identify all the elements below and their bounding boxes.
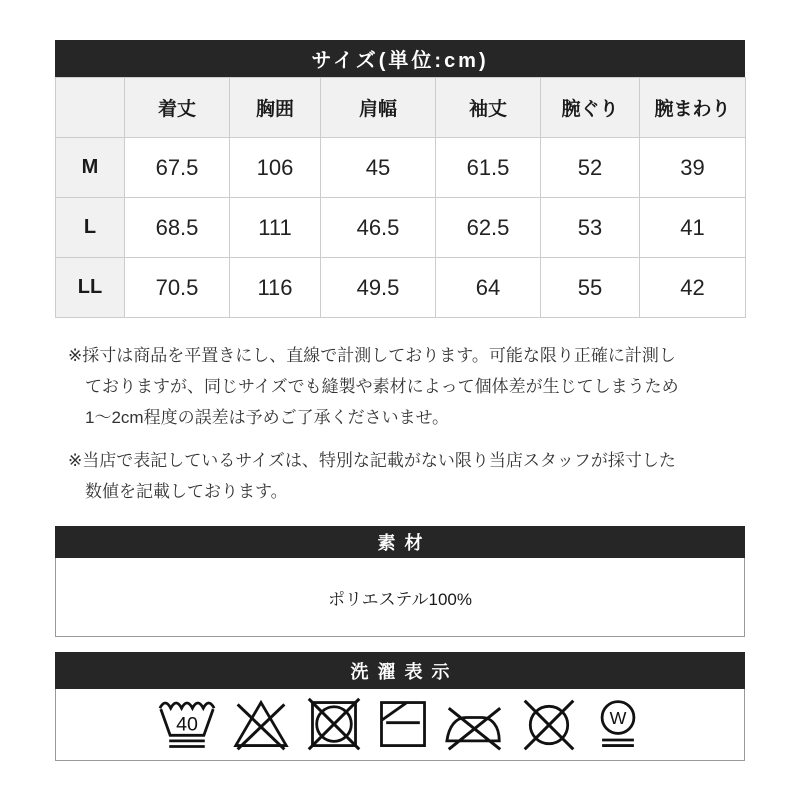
laundry-symbols: [55, 689, 745, 761]
material-body: [55, 558, 745, 637]
value-cell: 64: [436, 258, 541, 318]
value-cell: 52: [541, 138, 640, 198]
value-cell: 116: [230, 258, 321, 318]
value-cell: 68.5: [125, 198, 230, 258]
column-header: 腕ぐり: [541, 78, 640, 138]
value-cell: 67.5: [125, 138, 230, 198]
value-cell: 106: [230, 138, 321, 198]
wet-clean-label: W: [609, 707, 627, 728]
no-iron-icon: [441, 696, 507, 754]
value-cell: 45: [321, 138, 436, 198]
laundry-title: 洗濯表示: [350, 661, 459, 682]
wet-clean-gentle-icon: [591, 696, 645, 754]
note-line: ※当店で表記しているサイズは、特別な記載がない限り当店スタッフが採寸した: [68, 451, 676, 470]
material-title-bar: [55, 526, 745, 558]
value-cell: 41: [640, 198, 746, 258]
table-row: [56, 198, 746, 258]
value-cell: 42: [640, 258, 746, 318]
value-cell: 39: [640, 138, 746, 198]
laundry-title-bar: [55, 652, 745, 689]
column-header: 着丈: [125, 78, 230, 138]
size-table: [55, 77, 746, 318]
wash-temp-label: 40: [176, 713, 198, 736]
measurement-notes: [55, 340, 745, 507]
measurement-note: [68, 445, 745, 507]
note-line: 1〜2cm程度の誤差は予めご了承くださいませ。: [85, 408, 450, 427]
value-cell: 46.5: [321, 198, 436, 258]
size-label: L: [56, 198, 125, 258]
corner-cell: [56, 78, 125, 138]
column-header: 袖丈: [436, 78, 541, 138]
note-line: 数値を記載しております。: [85, 482, 288, 501]
value-cell: 49.5: [321, 258, 436, 318]
size-label: M: [56, 138, 125, 198]
wash-40-icon: [155, 696, 219, 754]
note-line: ておりますが、同じサイズでも縫製や素材によって個体差が生じてしまうため: [85, 377, 679, 396]
table-header-row: [56, 78, 746, 138]
value-cell: 55: [541, 258, 640, 318]
size-label: LL: [56, 258, 125, 318]
laundry-section: [55, 652, 745, 761]
no-bleach-icon: [230, 696, 292, 754]
column-header: 肩幅: [321, 78, 436, 138]
material-section: [55, 526, 745, 637]
value-cell: 62.5: [436, 198, 541, 258]
material-value: ポリエステル100%: [328, 589, 472, 609]
material-title: 素材: [377, 533, 432, 553]
value-cell: 70.5: [125, 258, 230, 318]
table-row: [56, 258, 746, 318]
value-cell: 53: [541, 198, 640, 258]
table-row: [56, 138, 746, 198]
column-header: 胸囲: [230, 78, 321, 138]
size-title-bar: [55, 40, 745, 77]
size-title: サイズ(単位:cm): [311, 50, 489, 72]
no-tumble-dry-icon: [303, 696, 365, 754]
column-header: 腕まわり: [640, 78, 746, 138]
value-cell: 111: [230, 198, 321, 258]
no-dry-clean-icon: [518, 696, 580, 754]
shade-flat-dry-icon: [376, 696, 430, 754]
measurement-note: [68, 340, 745, 433]
value-cell: 61.5: [436, 138, 541, 198]
note-line: ※採寸は商品を平置きにし、直線で計測しております。可能な限り正確に計測し: [68, 346, 676, 365]
